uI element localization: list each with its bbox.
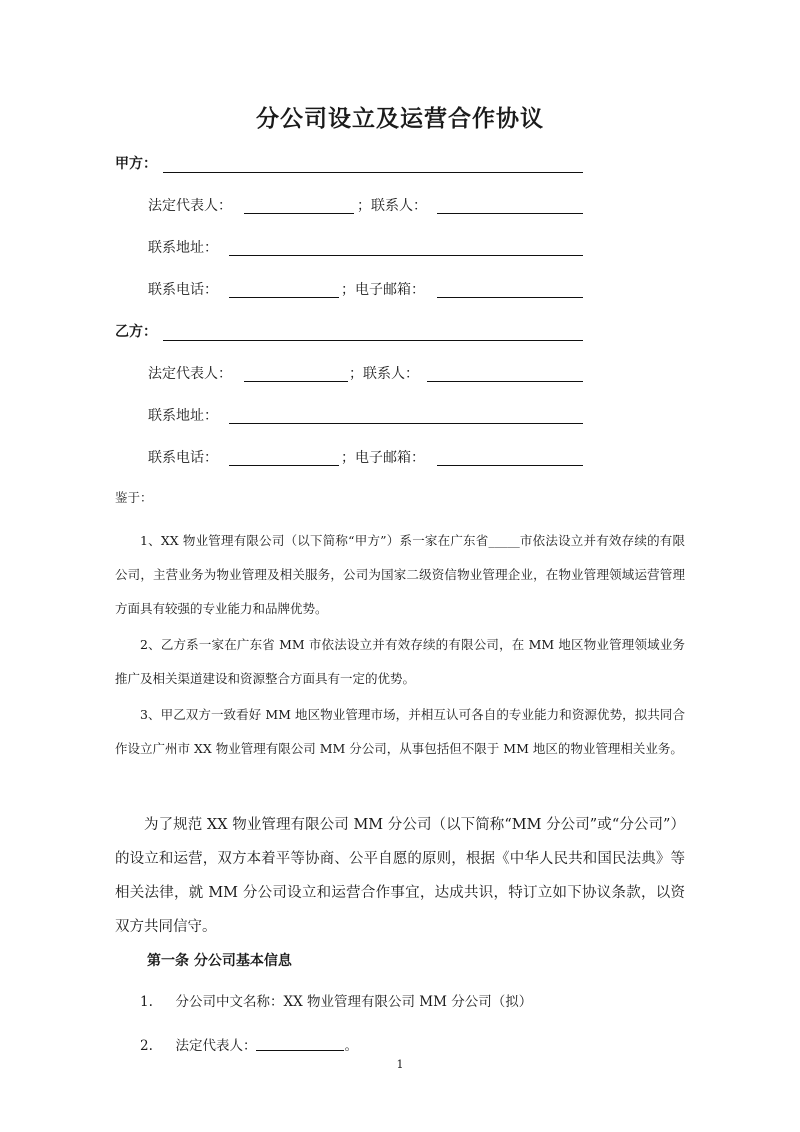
article-1-item-2: [140, 1034, 358, 1054]
party-a-name-line[interactable]: [163, 172, 583, 173]
party-b-legal-rep-label: 法定代表人：: [148, 366, 232, 382]
whereas-clause-2: 2、乙方系一家在广东省 MM 市依法设立并有效存续的有限公司，在 MM 地区物业管理领域业务推广及相关渠道建设和资源整合方面具有一定的优势。: [115, 637, 685, 686]
party-a-legal-rep-line[interactable]: [244, 213, 354, 214]
party-a-email-label: ；电子邮箱：: [341, 282, 425, 298]
document-title: 分公司设立及运营合作协议: [256, 106, 544, 132]
party-a-label: 甲方：: [115, 156, 157, 172]
item-text: 法定代表人：: [175, 1038, 257, 1054]
intro-paragraph: 为了规范 XX 物业管理有限公司 MM 分公司（以下简称“MM 分公司”或“分公司”）的设立和运营，双方本着平等协商、公平自愿的原则，根据《中华人民共和国民法典》等相关法律，就 MM 分公司设立和运营合作事宜，达成共识，特订立如下协议条款，以资双方共同信守。: [115, 817, 685, 935]
party-b-phone-line[interactable]: [229, 465, 339, 466]
party-b-phone-label: 联系电话：: [148, 450, 218, 466]
party-a-legal-rep-label: 法定代表人：: [148, 198, 232, 214]
party-a-phone-label: 联系电话：: [148, 282, 218, 298]
party-a-address-line[interactable]: [229, 255, 583, 256]
party-a-email-line[interactable]: [437, 297, 583, 298]
party-b-address-line[interactable]: [229, 423, 583, 424]
party-b-label: 乙方：: [115, 324, 157, 340]
party-b-address-label: 联系地址：: [148, 408, 218, 424]
item-suffix: 。: [344, 1038, 358, 1054]
legal-rep-blank[interactable]: [256, 1037, 344, 1051]
item-number: 1.: [140, 994, 153, 1010]
party-b-name-line[interactable]: [163, 340, 583, 341]
party-a-address-label: 联系地址：: [148, 240, 218, 256]
item-text: 分公司中文名称：XX 物业管理有限公司 MM 分公司（拟）: [175, 994, 533, 1010]
item-number: 2.: [140, 1038, 153, 1054]
party-b-email-label: ；电子邮箱：: [341, 450, 425, 466]
party-a-contact-line[interactable]: [437, 213, 583, 214]
party-b-contact-line[interactable]: [427, 381, 583, 382]
party-b-legal-rep-line[interactable]: [244, 381, 348, 382]
party-a-phone-line[interactable]: [229, 297, 339, 298]
whereas-label: 鉴于：: [115, 490, 153, 505]
whereas-clause-1: 1、XX 物业管理有限公司（以下简称“甲方”）系一家在广东省_____市依法设立并有效存续的有限公司，主营业务为物业管理及相关服务，公司为国家二级资信物业管理企业，在物业管理领域运营管理方面具有较强的专业能力和品牌优势。: [115, 533, 685, 616]
whereas-clause-3: 3、甲乙双方一致看好 MM 地区物业管理市场，并相互认可各自的专业能力和资源优势，拟共同合作设立广州市 XX 物业管理有限公司 MM 分公司，从事包括但不限于 MM 地区的物业管理相关业务。: [115, 707, 685, 756]
page-number: 1: [396, 1058, 404, 1071]
party-b-contact-label: ；联系人：: [349, 366, 419, 382]
article-1-heading: 第一条 分公司基本信息: [147, 953, 292, 969]
article-1-item-1: [140, 990, 532, 1010]
party-b-email-line[interactable]: [437, 465, 583, 466]
party-a-contact-label: ；联系人：: [357, 198, 427, 214]
